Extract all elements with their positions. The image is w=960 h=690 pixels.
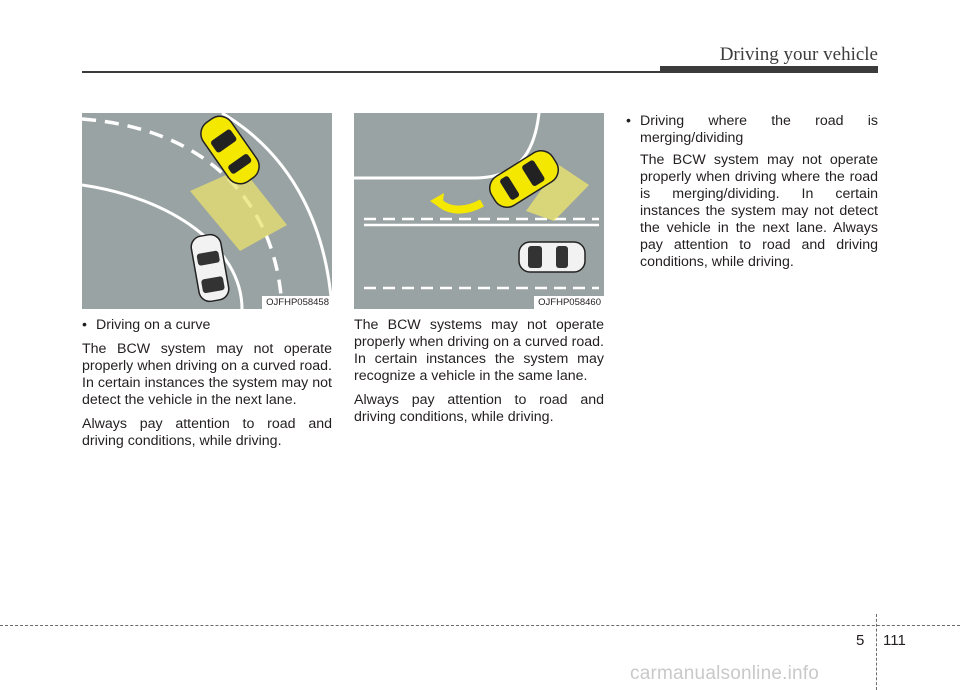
header-tab — [660, 66, 878, 73]
column-3 — [626, 113, 878, 271]
bullet-icon: • — [82, 317, 87, 333]
figure-merge — [354, 113, 604, 309]
column-2 — [354, 317, 604, 433]
header-rule — [82, 71, 660, 73]
figure-code: OJFHP058460 — [534, 296, 604, 309]
paragraph: The BCW system may not operate properly when driving where the road is merging/dividing. In certain instances the system may not detect the vehicle in the next lane. Always pay attention to road and driving conditions, while driving. — [640, 152, 878, 270]
paragraph: The BCW systems may not operate properly when driving on a curved road. In certain instances the system may recognize a vehicle in the same lane. — [354, 317, 604, 384]
paragraph: The BCW system may not operate properly when driving on a curved road. In certain instances the system may not detect the vehicle in the next lane. — [82, 341, 332, 408]
figure-curve — [82, 113, 332, 309]
watermark: carmanualsonline.info — [630, 663, 820, 684]
bullet-item: • Driving on a curve — [82, 317, 211, 333]
chapter-number: 5 — [856, 632, 865, 649]
bullet-icon: • — [626, 113, 631, 129]
lane-illustration — [354, 113, 604, 309]
column-1 — [82, 317, 332, 457]
paragraph: Always pay attention to road and driving conditions, while driving. — [82, 416, 332, 449]
bullet-item: • Driving where the road is merging/dividing — [626, 113, 878, 146]
figure-code: OJFHP058458 — [262, 296, 332, 309]
footer-divider — [876, 614, 877, 690]
curve-illustration — [82, 113, 332, 309]
footer-rule — [0, 625, 960, 626]
page-number: 111 — [883, 632, 906, 649]
paragraph: Always pay attention to road and driving conditions, while driving. — [354, 392, 604, 425]
header-title: Driving your vehicle — [719, 44, 878, 65]
